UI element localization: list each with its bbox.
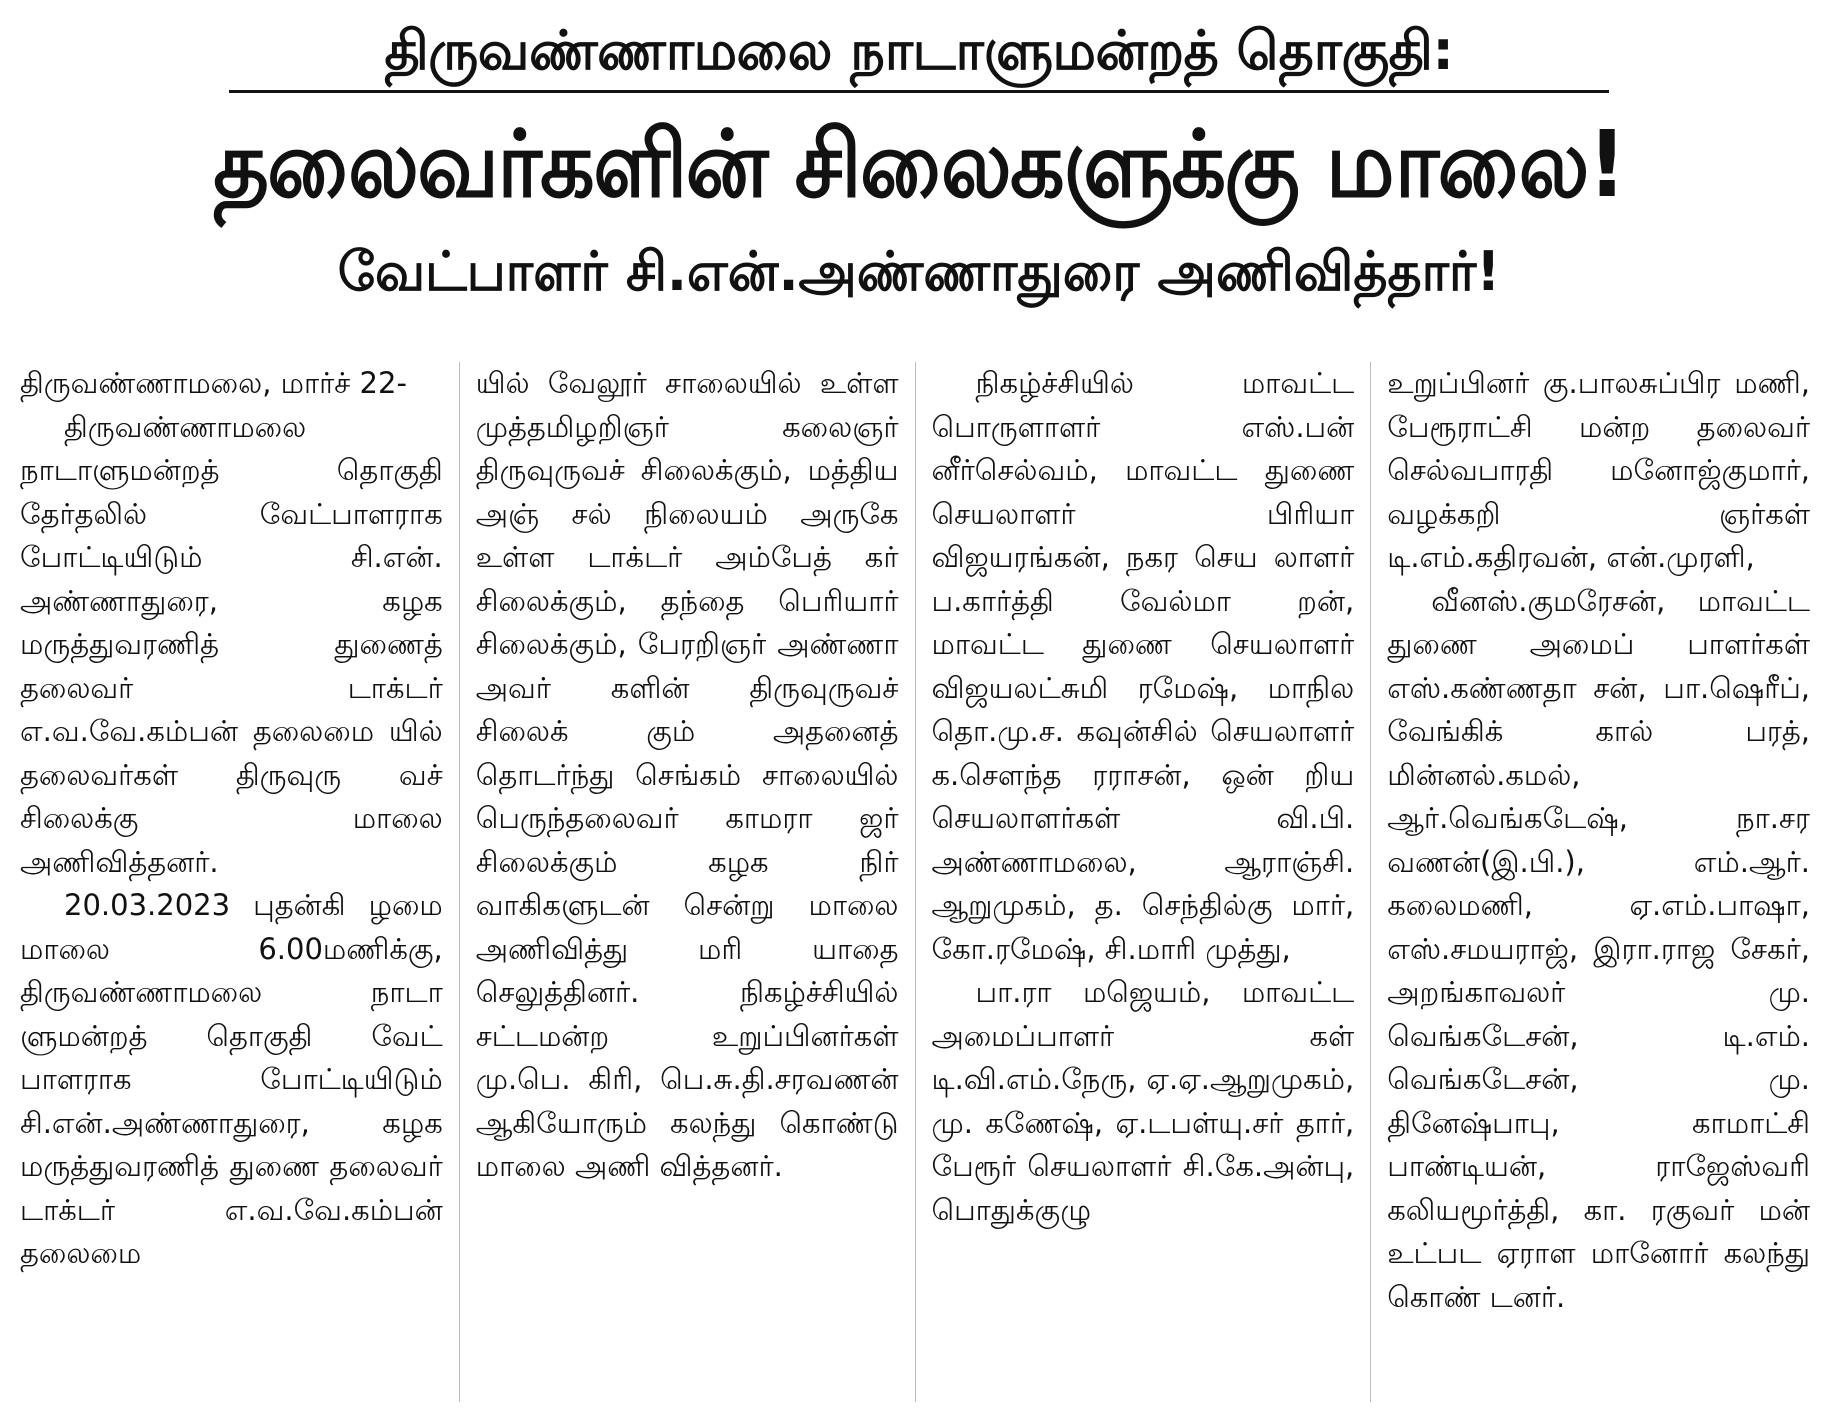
body-column-2 <box>459 362 915 1402</box>
article-body <box>12 362 1826 1402</box>
dateline: திருவண்ணாமலை, மார்ச் 22- <box>20 366 407 400</box>
article-headline: தலைவர்களின் சிலைகளுக்கு மாலை! <box>213 111 1625 218</box>
paragraph: 20.03.2023 புதன்கி ழமை மாலை 6.00மணிக்கு, திருவண்ணாமலை நாடா ளுமன்றத் தொகுதி வேட் பாளராக போட்டியிடும் சி.என்.அண்ணாதுரை, கழக மருத்துவரணித் துணை தலைவர் டாக்டர் எ.வ.வே.கம்பன் தலைமை <box>20 888 443 1270</box>
paragraph: திருவண்ணாமலை நாடாளுமன்றத் தொகுதி தேர்தலில் வேட்பாளராக போட்டியிடும் சி.என். அண்ணாதுரை, கழக மருத்துவரணித் துணைத் தலைவர் டாக்டர் எ.வ.வே.கம்பன் தலைமை யில் தலைவர்கள் திருவுரு வச் சிலைக்கு மாலை அணிவித்தனர். <box>20 409 443 879</box>
paragraph: உறுப்பினர் கு.பாலசுப்பிர மணி, பேரூராட்சி மன்ற தலைவர் செல்வபாரதி மனோஜ்குமார், வழக்கறி ஞர்கள் டி.எம்.கதிரவன், என்.முரளி, <box>1387 366 1810 574</box>
article-kicker: திருவண்ணாமலை நாடாளுமன்றத் தொகுதி: <box>384 19 1454 82</box>
paragraph: பா.ரா மஜெயம், மாவட்ட அமைப்பாளர் கள் டி.வி.எம்.நேரு, ஏ.ஏ.ஆறுமுகம், மு. கணேஷ், ஏ.டபள்யு.சர் தார், பேரூர் செயலாளர் சி.கே.அன்பு, பொதுக்குழு <box>931 975 1355 1227</box>
body-column-4 <box>1370 362 1826 1402</box>
paragraph: வீனஸ்.குமரேசன், மாவட்ட துணை அமைப் பாளர்கள் எஸ்.கண்ணதா சன், பா.ஷெரீப், வேங்கிக் கால் பரத், மின்னல்.கமல், ஆர்.வெங்கடேஷ், நா.சர வணன்(இ.பி.), எம்.ஆர். கலைமணி, ஏ.எம்.பாஷா, எஸ்.சமயராஜ், இரா.ராஜ சேகர், அறங்காவலர் மு. வெங்கடேசன், டி.எம். வெங்கடேசன், மு. தினேஷ்பாபு, காமாட்சி பாண்டியன், ராஜேஸ்வரி கலியமூர்த்தி, கா. ரகுவர் மன் உட்பட ஏராள மானோர் கலந்து கொண் டனர். <box>1387 583 1810 1314</box>
paragraph: யில் வேலூர் சாலையில் உள்ள முத்தமிழறிஞர் கலைஞர் திருவுருவச் சிலைக்கும், மத்திய அஞ் சல் நிலையம் அருகே உள்ள டாக்டர் அம்பேத் கர் சிலைக்கும், தந்தை பெரியார் சிலைக்கும், பேரறிஞர் அண்ணா அவர் களின் திருவுருவச் சிலைக் கும் அதனைத் தொடர்ந்து செங்கம் சாலையில் பெருந்தலைவர் காமரா ஜர் சிலைக்கும் கழக நிர் வாகிகளுடன் சென்று மாலை அணிவித்து மரி யாதை செலுத்தினர். நிகழ்ச்சியில் சட்டமன்ற உறுப்பினர்கள் மு.பெ. கிரி, பெ.சு.தி.சரவணன் ஆகியோரும் கலந்து கொண்டு மாலை அணி வித்தனர். <box>475 366 899 1183</box>
body-column-1 <box>12 362 459 1402</box>
body-column-3 <box>915 362 1371 1402</box>
kicker-underline <box>229 90 1609 93</box>
article-subheadline: வேட்பாளர் சி.என்.அண்ணாதுரை அணிவித்தார்! <box>337 240 1501 303</box>
paragraph: நிகழ்ச்சியில் மாவட்ட பொருளாளர் எஸ்.பன் னீர்செல்வம், மாவட்ட துணை செயலாளர் பிரியா விஜயரங்கன், நகர செய லாளர் ப.கார்த்தி வேல்மா றன், மாவட்ட துணை செயலாளர் விஜயலட்சுமி ரமேஷ், மாநில தொ.மு.ச. கவுன்சில் செயலாளர் க.சௌந்த ரராசன், ஒன் றிய செயலாளர்கள் வி.பி. அண்ணாமலை, ஆராஞ்சி. ஆறுமுகம், த. செந்தில்கு மார், கோ.ரமேஷ், சி.மாரி முத்து, <box>931 366 1355 966</box>
